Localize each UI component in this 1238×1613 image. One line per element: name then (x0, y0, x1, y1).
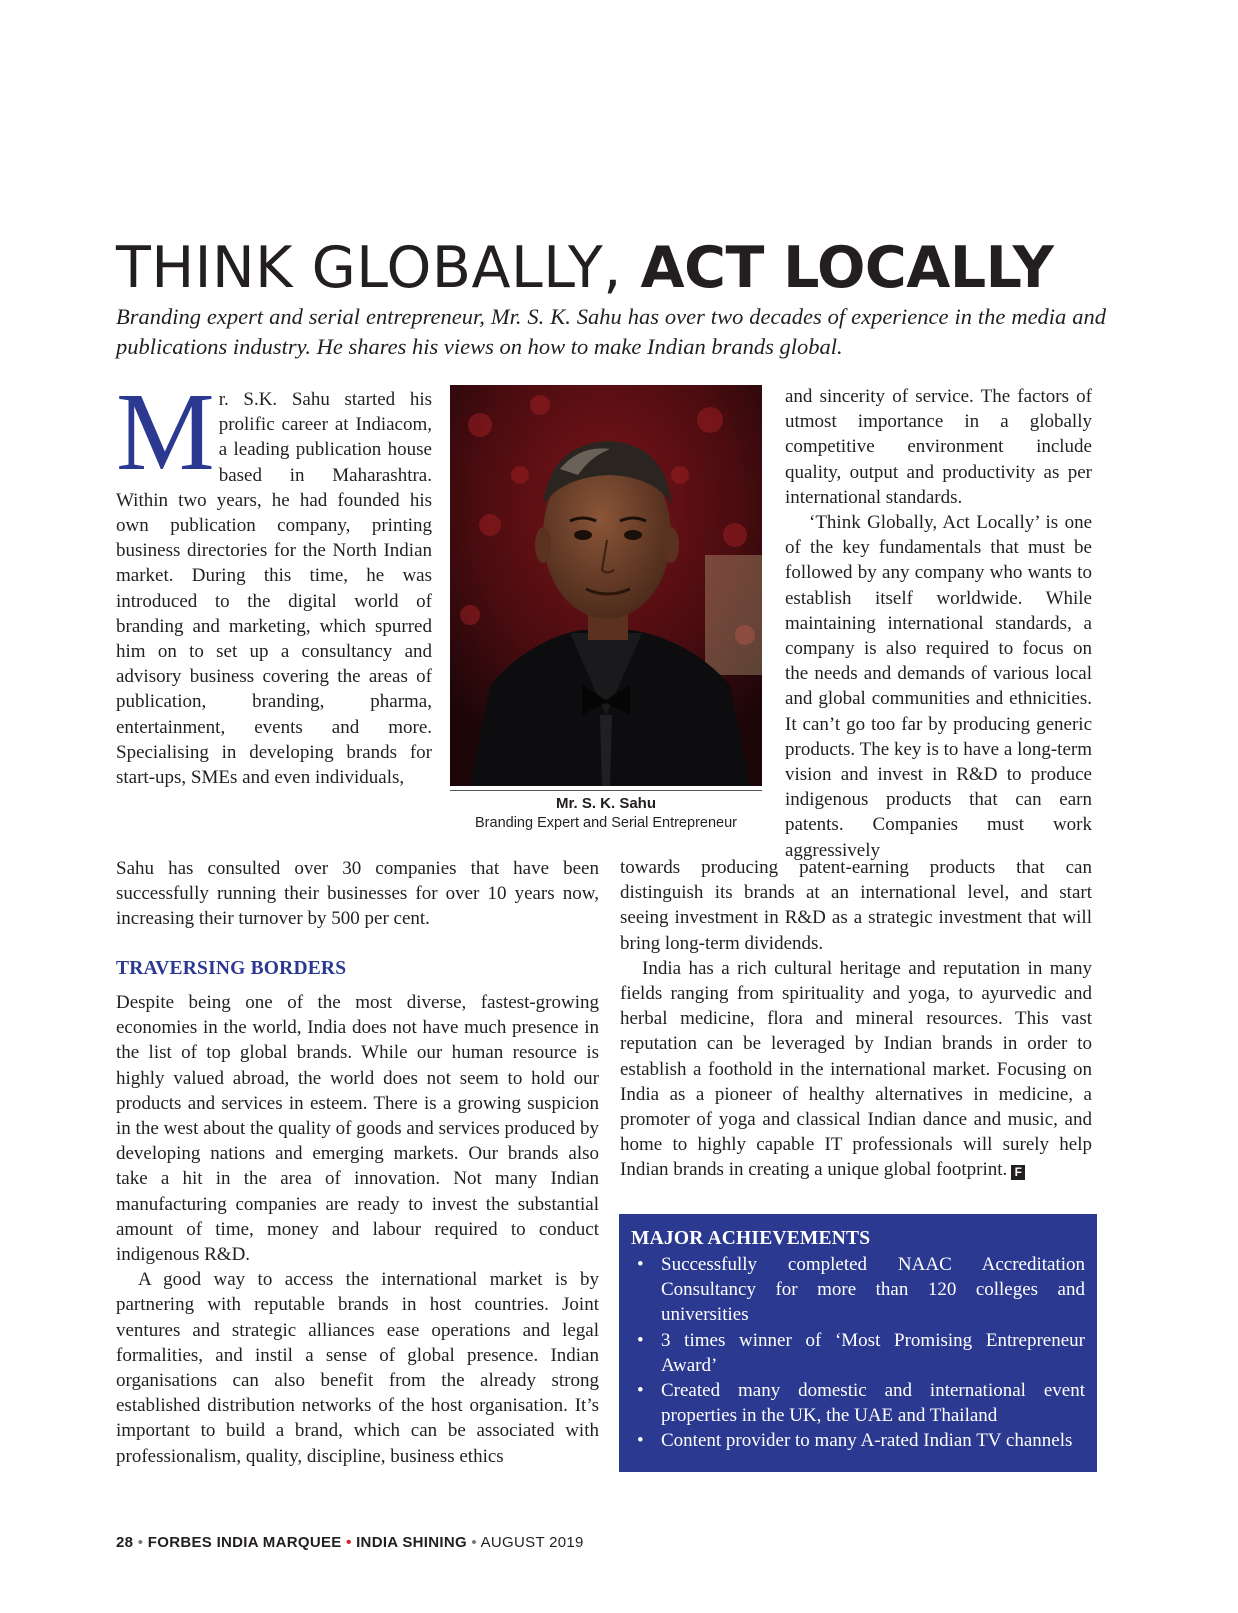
section-heading: TRAVERSING BORDERS (116, 958, 347, 979)
intro-text: r. S.K. Sahu started his prolific career at Indiacom, a leading publication house based in Maharashtra. Within two years, he had founded his own publication company, printing business directories for the North Indian market. During this time, he was introduced to the digital world of branding and marketing, which spurred him on to set up a consultancy and advisory business covering the areas of publication, branding, pharma, entertainment, events and more. Specialising in developing brands for start-ups, SMEs and even individuals, (116, 389, 432, 789)
drop-cap: M (116, 371, 215, 494)
bullet-icon: • (637, 1329, 644, 1351)
intro-continued-text: Sahu has consulted over 30 companies that have been successfully running their businesses for over 10 years now, increasing their turnover by 500 per cent. (116, 858, 599, 930)
right-column-wide (620, 855, 1092, 1183)
list-item (631, 1378, 1085, 1428)
bullet-icon: • (637, 1430, 644, 1452)
caption-name: Mr. S. K. Sahu (555, 795, 657, 812)
right-paragraph-3-text: India has a rich cultural heritage and reputation in many fields ranging from spirituality and yoga, to ayurvedic and herbal medicine, flora and mineral resources. This vast reputation can be leveraged by Indian brands in order to establish a foothold in the international market. Focusing on India as a pioneer of healthy alternatives in medicine, a promoter of yoga and classical Indian dance and music, and home to highly capable IT professionals will surely help Indian brands in creating a unique global footprint. (620, 957, 1092, 1181)
achievements-heading: MAJOR ACHIEVEMENTS (631, 1228, 871, 1249)
section-paragraph-2: A good way to access the international market is by partnering with reputable brands in host countries. Joint ventures and strategic alliances ease operations and legal formalities, and instil a sense of global presence. Indian organisations can also benefit from the already strong established distribution networks of the host organisation. It’s important to build a brand, which can be associated with professionalism, quality, discipline, business ethics (116, 1269, 599, 1467)
right-paragraph-3 (620, 956, 1092, 1183)
standfirst: Branding expert and serial entrepreneur, Mr. S. K. Sahu has over two decades of experience in the media and publications industry. He shares his views on how to make Indian brands global. (116, 304, 1106, 359)
headline-light: THINK GLOBALLY, (116, 235, 622, 301)
caption-title: Branding Expert and Serial Entrepreneur (475, 815, 737, 831)
achievements-box (619, 1214, 1097, 1472)
right-paragraph-2: ‘Think Globally, Act Locally’ is one of the key fundamentals that must be followed by any company who wants to establish itself worldwide. While maintaining international standards, a company is also required to focus on the needs and demands of various local and global communities and ethnicities. It can’t go too far by producing generic products. The key is to have a long-term vision and invest in R&D to produce indigenous products that can earn patents. Companies must work aggressively (785, 512, 1092, 861)
achievements-list (631, 1252, 1085, 1454)
page-footer (116, 1534, 584, 1551)
intro-column (116, 371, 432, 790)
issue-date: AUGUST 2019 (480, 1534, 584, 1551)
portrait-photo (450, 385, 762, 786)
end-of-article-mark: F (1011, 1165, 1025, 1180)
achievement-text: Content provider to many A-rated Indian TV channels (661, 1430, 1073, 1452)
footer-separator: • (137, 1534, 144, 1551)
achievement-text: Created many domestic and international event properties in the UK, the UAE and Thailand (661, 1380, 1085, 1427)
intro-continued (116, 856, 599, 932)
headline-bold: ACT LOCALLY (640, 235, 1054, 301)
bullet-icon: • (637, 1254, 644, 1275)
headline (116, 234, 1126, 302)
right-column-top (785, 384, 1092, 863)
list-item (631, 1428, 1085, 1453)
list-item (631, 1328, 1085, 1378)
right-paragraph-2-continued: towards producing patent-earning products that can distinguish its brands at an international level, and start seeing investment in R&D as a strategic investment that will bring long-term dividends. (620, 857, 1092, 954)
publication-name: FORBES INDIA MARQUEE (147, 1534, 342, 1551)
achievement-text: 3 times winner of ‘Most Promising Entrepreneur Award’ (661, 1329, 1085, 1376)
section-paragraph-1: Despite being one of the most diverse, fastest-growing economies in the world, India does not have much presence in the list of top global brands. While our human resource is highly valued abroad, the world does not seem to hold our products and services in esteem. There is a growing suspicion in the west about the quality of goods and services produced by developing nations and emerging markets. Our brands also take a hit in the area of innovation. Not many Indian manufacturing companies are ready to invest the substantial amount of time, money and labour required to conduct indigenous R&D. (116, 992, 599, 1266)
footer-separator: • (471, 1534, 477, 1551)
bullet-icon: • (637, 1380, 644, 1402)
page-number: 28 (116, 1534, 134, 1551)
achievement-text: Successfully completed NAAC Accreditation Consultancy for more than 120 colleges and universities (661, 1254, 1085, 1326)
section-body (116, 990, 599, 1469)
caption-divider (450, 790, 762, 791)
list-item (631, 1252, 1085, 1328)
footer-separator: • (346, 1534, 352, 1551)
section-name: INDIA SHINING (356, 1534, 467, 1551)
portrait-illustration (450, 385, 762, 786)
right-paragraph-1: and sincerity of service. The factors of utmost importance in a globally competitive environment include quality, output and productivity as per international standards. (785, 386, 1092, 508)
